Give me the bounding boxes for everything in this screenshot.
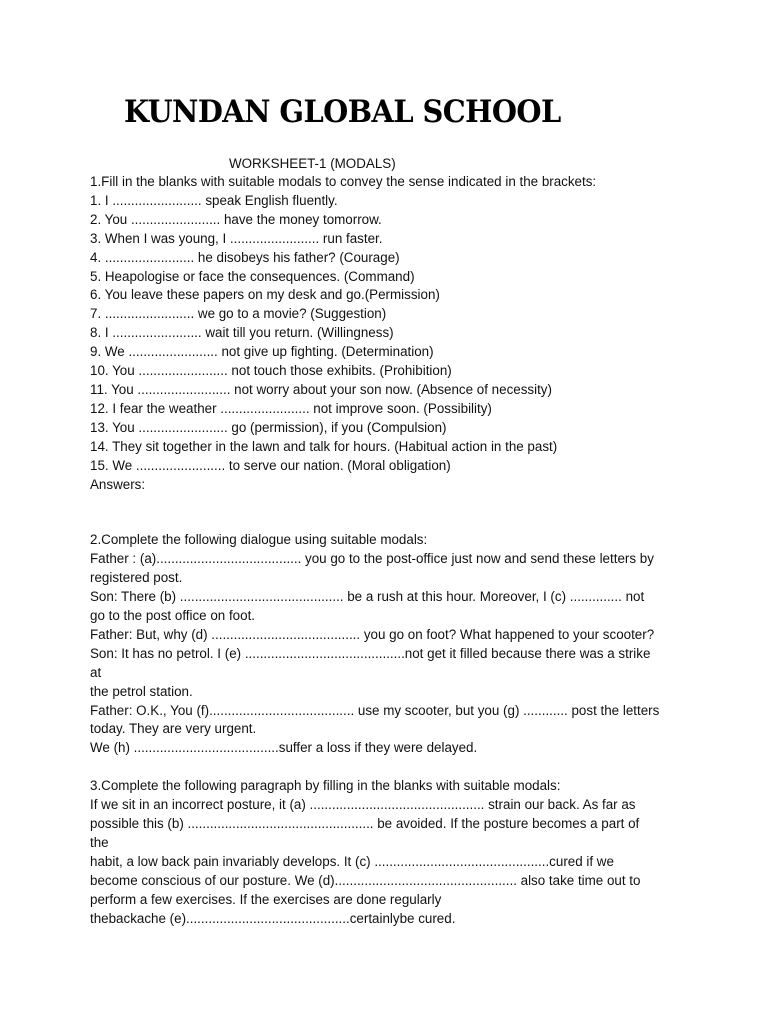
- dialogue-line: Son: There (b) ............................................ be a rush at this hour. Moreover, I (c) .............. not: [90, 589, 645, 605]
- dialogue-line: Father: But, why (d) ........................................ you go on foot? What happened to your scooter?: [90, 626, 655, 642]
- question-item: 13. You ........................ go (permission), if you (Compulsion): [90, 419, 447, 435]
- question-item: 8. I ........................ wait till you return. (Willingness): [90, 325, 394, 341]
- section3-paragraph: [90, 777, 690, 928]
- paragraph-line: become conscious of our posture. We (d)................................................. also take time out to: [90, 872, 641, 888]
- section-spacer: [90, 494, 690, 531]
- section2-dialogue: [90, 531, 690, 758]
- question-item: 12. I fear the weather ........................ not improve soon. (Possibility): [90, 400, 492, 416]
- question-item: 7. ........................ we go to a movie? (Suggestion): [90, 306, 387, 322]
- dialogue-line: today. They are very urgent.: [90, 721, 257, 737]
- question-item: 10. You ........................ not touch those exhibits. (Prohibition): [90, 363, 452, 379]
- question-item: 11. You ......................... not worry about your son now. (Absence of necessity): [90, 381, 552, 397]
- dialogue-line: Son: It has no petrol. I (e) ...........................................not get it filled because there was a strike: [90, 645, 651, 661]
- dialogue-line: registered post.: [90, 570, 183, 586]
- question-item: 9. We ........................ not give up fighting. (Determination): [90, 344, 434, 360]
- question-item: 15. We ........................ to serve our nation. (Moral obligation): [90, 457, 451, 473]
- question-item: 3. When I was young, I ........................ run faster.: [90, 230, 383, 246]
- question-item: 1. I ........................ speak English fluently.: [90, 192, 338, 208]
- question-item: 5. Heapologise or face the consequences. (Command): [90, 268, 415, 284]
- paragraph-line: habit, a low back pain invariably develops. It (c) ...............................................cured if we: [90, 853, 614, 869]
- worksheet-title: WORKSHEET-1 (MODALS): [229, 156, 396, 171]
- dialogue-line: Father: O.K., You (f)....................................... use my scooter, but you (g) ............ post the letters: [90, 702, 660, 718]
- question-item: 6. You leave these papers on my desk and go.(Permission): [90, 287, 440, 303]
- answers-label: Answers:: [90, 476, 146, 492]
- section2-instruction: 2.Complete the following dialogue using suitable modals:: [90, 532, 428, 548]
- paragraph-line: the: [90, 834, 109, 850]
- paragraph-line: If we sit in an incorrect posture, it (a) ............................................... strain our back. As far as: [90, 797, 636, 813]
- paragraph-line: perform a few exercises. If the exercises are done regularly: [90, 891, 442, 907]
- dialogue-line: Father : (a)....................................... you go to the post-office just now and send these letters by: [90, 551, 654, 567]
- dialogue-line: We (h) .......................................suffer a loss if they were delayed.: [90, 740, 478, 756]
- question-item: 4. ........................ he disobeys his father? (Courage): [90, 249, 400, 265]
- worksheet-body: [90, 173, 690, 928]
- section1-items: [90, 192, 690, 476]
- section1-instruction: 1.Fill in the blanks with suitable modals to convey the sense indicated in the brackets:: [90, 174, 597, 189]
- paragraph-line: possible this (b) .................................................. be avoided. If the posture becomes a part of: [90, 815, 640, 831]
- section3-instruction: 3.Complete the following paragraph by filling in the blanks with suitable modals:: [90, 778, 561, 794]
- dialogue-line: the petrol station.: [90, 683, 193, 699]
- dialogue-line: at: [90, 664, 102, 680]
- school-name-heading: KUNDAN GLOBAL SCHOOL: [124, 94, 561, 130]
- section-spacer: [90, 758, 690, 777]
- paragraph-line: thebackache (e)............................................certainlybe cured.: [90, 910, 456, 926]
- question-item: 2. You ........................ have the money tomorrow.: [90, 211, 382, 227]
- question-item: 14. They sit together in the lawn and talk for hours. (Habitual action in the past): [90, 438, 558, 454]
- dialogue-line: go to the post office on foot.: [90, 608, 256, 624]
